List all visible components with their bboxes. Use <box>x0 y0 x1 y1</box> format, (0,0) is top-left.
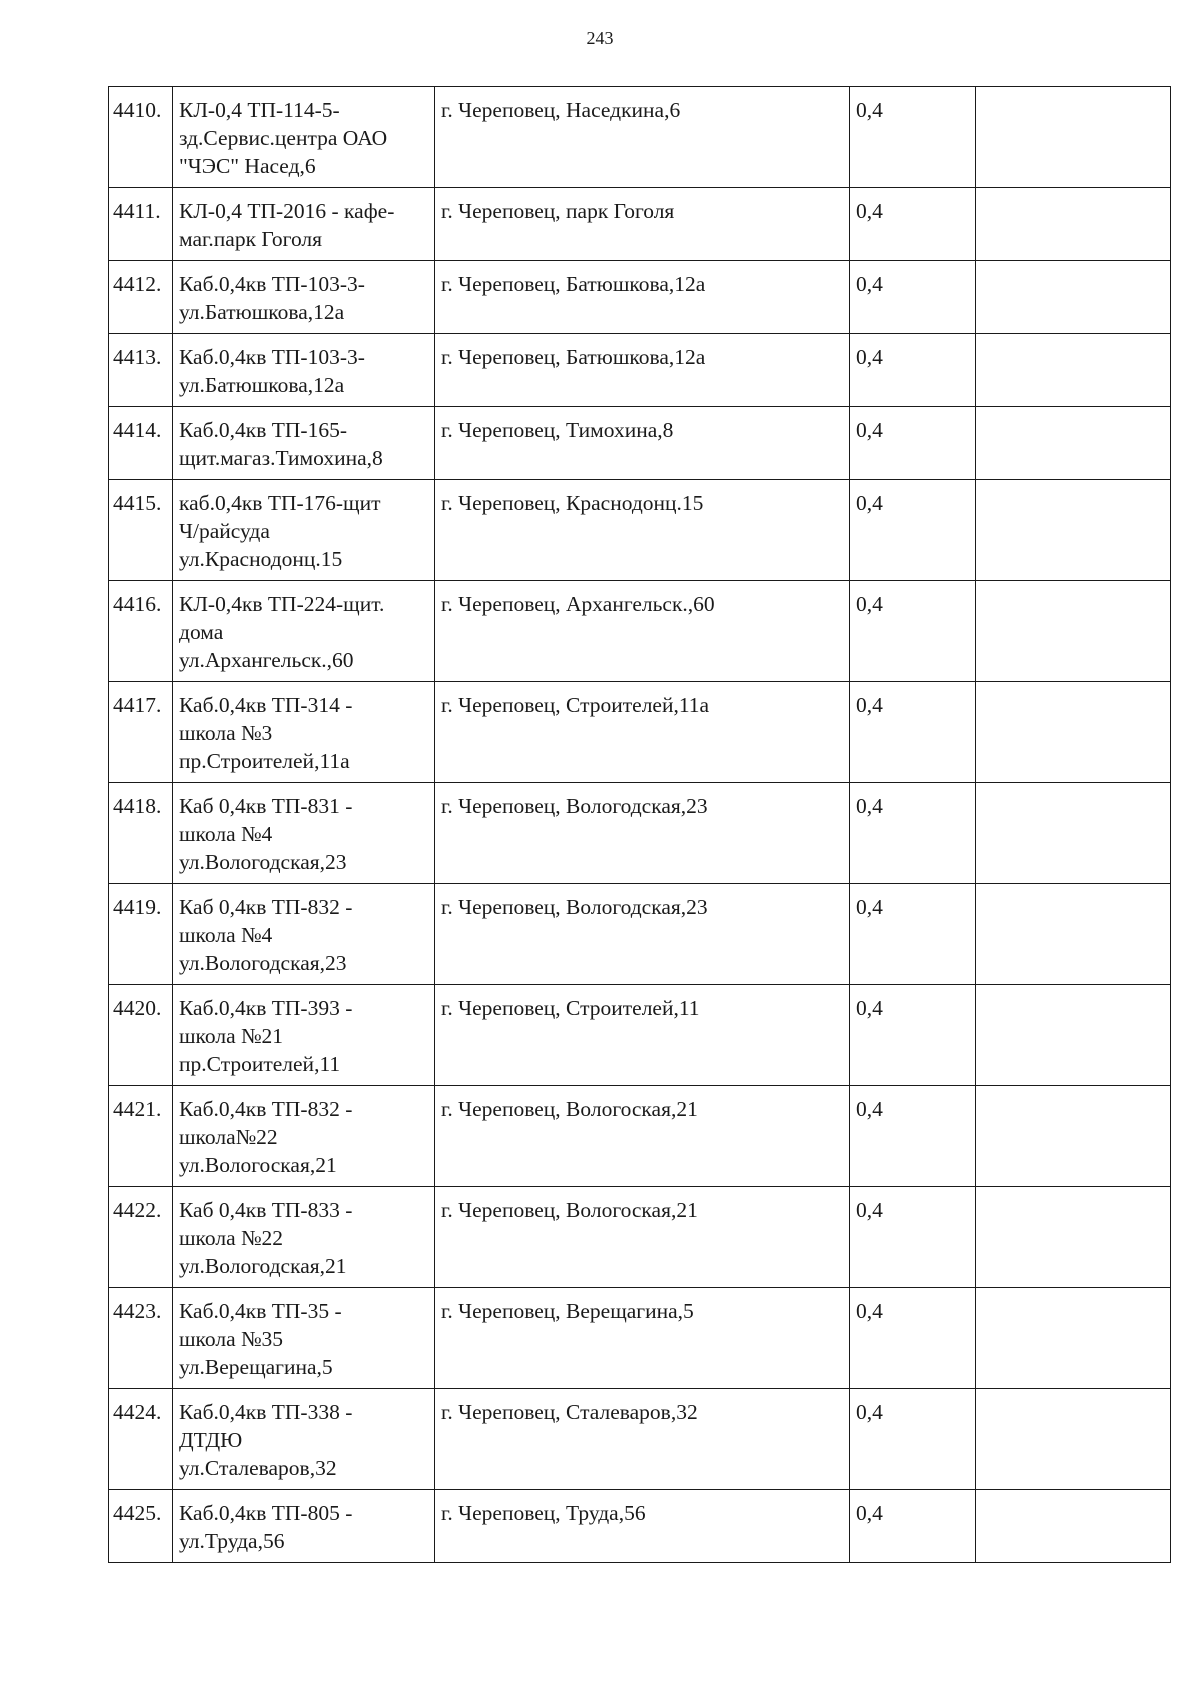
voltage-kv: 0,4 <box>850 1389 976 1490</box>
row-number: 4423. <box>109 1288 173 1389</box>
row-number: 4411. <box>109 188 173 261</box>
cable-line-name: КЛ-0,4 ТП-114-5- зд.Сервис.центра ОАО "ЧЭС" Насед,6 <box>173 87 435 188</box>
cable-line-name: Каб.0,4кв ТП-314 - школа №3 пр.Строителей,11а <box>173 682 435 783</box>
object-address: г. Череповец, Верещагина,5 <box>435 1288 850 1389</box>
voltage-kv: 0,4 <box>850 682 976 783</box>
table-row <box>109 1490 1171 1563</box>
object-address: г. Череповец, Вологоская,21 <box>435 1086 850 1187</box>
voltage-kv: 0,4 <box>850 1288 976 1389</box>
cable-line-name: Каб 0,4кв ТП-832 - школа №4 ул.Вологодская,23 <box>173 884 435 985</box>
voltage-kv: 0,4 <box>850 188 976 261</box>
table-row <box>109 407 1171 480</box>
row-number: 4412. <box>109 261 173 334</box>
empty-cell <box>976 884 1171 985</box>
table-row <box>109 1086 1171 1187</box>
object-address: г. Череповец, Труда,56 <box>435 1490 850 1563</box>
empty-cell <box>976 334 1171 407</box>
empty-cell <box>976 480 1171 581</box>
row-number: 4425. <box>109 1490 173 1563</box>
empty-cell <box>976 985 1171 1086</box>
empty-cell <box>976 581 1171 682</box>
table-row <box>109 682 1171 783</box>
voltage-kv: 0,4 <box>850 1187 976 1288</box>
empty-cell <box>976 1389 1171 1490</box>
table-row <box>109 1288 1171 1389</box>
voltage-kv: 0,4 <box>850 783 976 884</box>
table-row <box>109 985 1171 1086</box>
cable-line-name: Каб.0,4кв ТП-103-3- ул.Батюшкова,12а <box>173 334 435 407</box>
object-address: г. Череповец, Тимохина,8 <box>435 407 850 480</box>
cable-line-name: КЛ-0,4 ТП-2016 - кафе- маг.парк Гоголя <box>173 188 435 261</box>
cable-line-name: Каб.0,4кв ТП-338 - ДТДЮ ул.Сталеваров,32 <box>173 1389 435 1490</box>
row-number: 4419. <box>109 884 173 985</box>
voltage-kv: 0,4 <box>850 407 976 480</box>
cable-line-name: Каб 0,4кв ТП-831 - школа №4 ул.Вологодская,23 <box>173 783 435 884</box>
table-row <box>109 87 1171 188</box>
object-address: г. Череповец, Строителей,11 <box>435 985 850 1086</box>
page-number: 243 <box>586 28 614 48</box>
empty-cell <box>976 188 1171 261</box>
table-row <box>109 261 1171 334</box>
row-number: 4420. <box>109 985 173 1086</box>
empty-cell <box>976 1086 1171 1187</box>
voltage-kv: 0,4 <box>850 985 976 1086</box>
row-number: 4422. <box>109 1187 173 1288</box>
table-row <box>109 1187 1171 1288</box>
voltage-kv: 0,4 <box>850 1490 976 1563</box>
table-row <box>109 581 1171 682</box>
empty-cell <box>976 261 1171 334</box>
row-number: 4410. <box>109 87 173 188</box>
row-number: 4421. <box>109 1086 173 1187</box>
voltage-kv: 0,4 <box>850 334 976 407</box>
empty-cell <box>976 682 1171 783</box>
object-address: г. Череповец, Вологодская,23 <box>435 783 850 884</box>
cable-line-name: Каб.0,4кв ТП-103-3- ул.Батюшкова,12а <box>173 261 435 334</box>
object-address: г. Череповец, парк Гоголя <box>435 188 850 261</box>
table-row <box>109 783 1171 884</box>
voltage-kv: 0,4 <box>850 480 976 581</box>
empty-cell <box>976 1187 1171 1288</box>
cable-registry-table <box>108 86 1171 1563</box>
voltage-kv: 0,4 <box>850 261 976 334</box>
empty-cell <box>976 407 1171 480</box>
cable-line-name: каб.0,4кв ТП-176-щит Ч/райсуда ул.Краснодонц.15 <box>173 480 435 581</box>
object-address: г. Череповец, Сталеваров,32 <box>435 1389 850 1490</box>
table-row <box>109 188 1171 261</box>
object-address: г. Череповец, Строителей,11а <box>435 682 850 783</box>
row-number: 4413. <box>109 334 173 407</box>
row-number: 4417. <box>109 682 173 783</box>
object-address: г. Череповец, Наседкина,6 <box>435 87 850 188</box>
cable-line-name: Каб.0,4кв ТП-805 - ул.Труда,56 <box>173 1490 435 1563</box>
empty-cell <box>976 87 1171 188</box>
empty-cell <box>976 1490 1171 1563</box>
empty-cell <box>976 1288 1171 1389</box>
voltage-kv: 0,4 <box>850 1086 976 1187</box>
cable-line-name: КЛ-0,4кв ТП-224-щит. дома ул.Архангельск.,60 <box>173 581 435 682</box>
object-address: г. Череповец, Вологоская,21 <box>435 1187 850 1288</box>
row-number: 4416. <box>109 581 173 682</box>
object-address: г. Череповец, Батюшкова,12а <box>435 334 850 407</box>
table-row <box>109 334 1171 407</box>
table-row <box>109 1389 1171 1490</box>
row-number: 4415. <box>109 480 173 581</box>
object-address: г. Череповец, Батюшкова,12а <box>435 261 850 334</box>
empty-cell <box>976 783 1171 884</box>
voltage-kv: 0,4 <box>850 884 976 985</box>
object-address: г. Череповец, Архангельск.,60 <box>435 581 850 682</box>
voltage-kv: 0,4 <box>850 87 976 188</box>
cable-line-name: Каб.0,4кв ТП-35 - школа №35 ул.Верещагина,5 <box>173 1288 435 1389</box>
cable-line-name: Каб.0,4кв ТП-393 - школа №21 пр.Строителей,11 <box>173 985 435 1086</box>
cable-line-name: Каб.0,4кв ТП-832 - школа№22 ул.Вологоская,21 <box>173 1086 435 1187</box>
voltage-kv: 0,4 <box>850 581 976 682</box>
table-body <box>109 87 1171 1563</box>
object-address: г. Череповец, Краснодонц.15 <box>435 480 850 581</box>
cable-line-name: Каб 0,4кв ТП-833 - школа №22 ул.Вологодская,21 <box>173 1187 435 1288</box>
object-address: г. Череповец, Вологодская,23 <box>435 884 850 985</box>
table-row <box>109 884 1171 985</box>
cable-line-name: Каб.0,4кв ТП-165- щит.магаз.Тимохина,8 <box>173 407 435 480</box>
row-number: 4418. <box>109 783 173 884</box>
row-number: 4414. <box>109 407 173 480</box>
row-number: 4424. <box>109 1389 173 1490</box>
table-row <box>109 480 1171 581</box>
